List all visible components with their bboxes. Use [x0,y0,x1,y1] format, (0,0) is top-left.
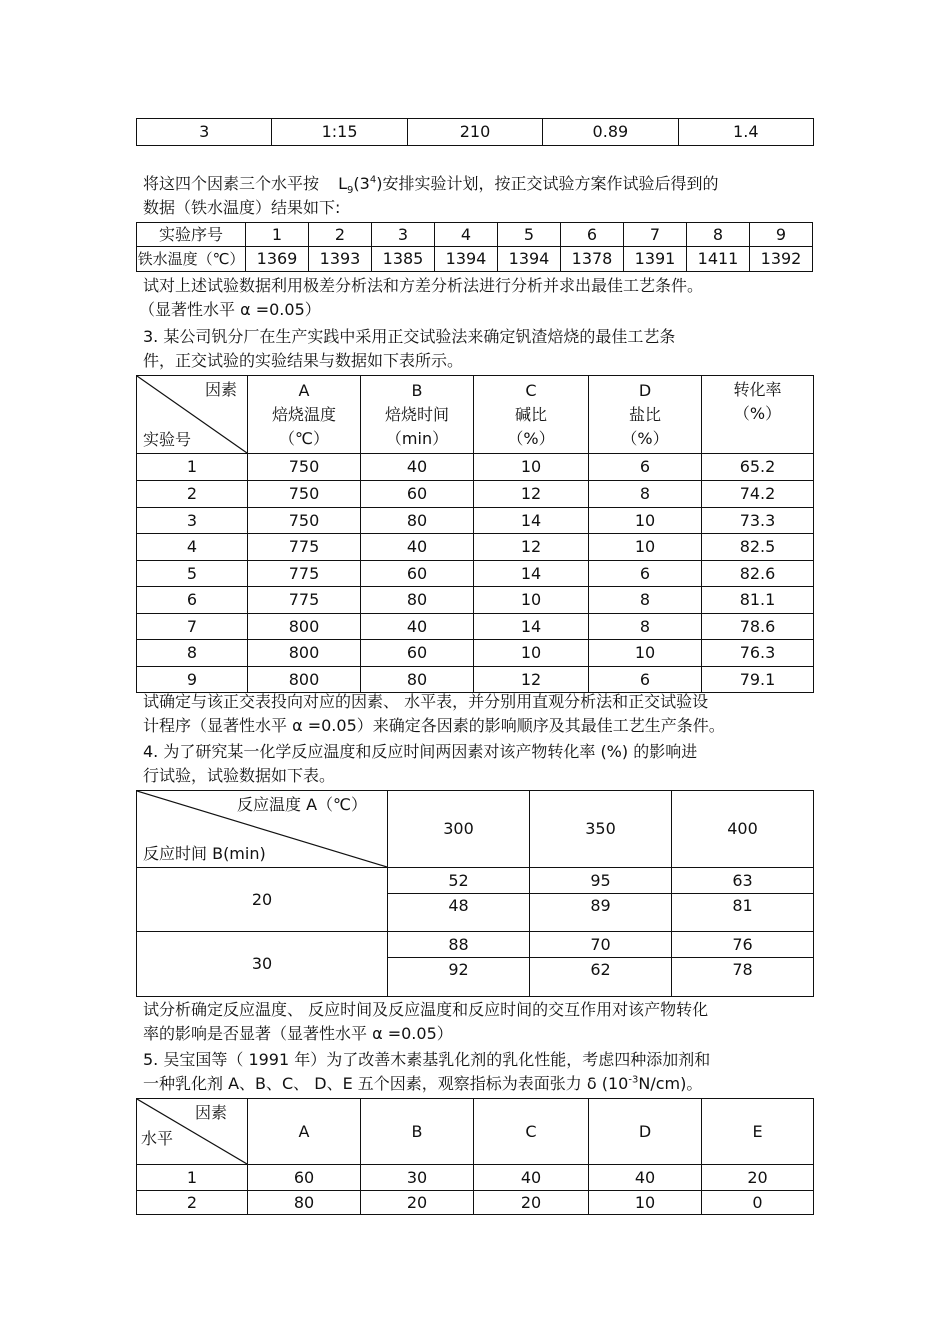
table-cell: 10 [589,534,702,561]
paragraph-range-analysis [139,274,823,322]
table-cell: 10 [474,454,589,481]
table-cell: 1394 [498,247,561,272]
paragraph-interaction-analysis [143,998,823,1046]
table-cell: 4 [137,534,248,561]
header-cell: 300 [388,791,530,868]
table-cell: 20 [474,1191,589,1215]
diagonal-header-cell [137,1099,248,1165]
table-cell: 1385 [372,247,435,272]
table-cell: 800 [248,666,361,693]
table-row [137,223,813,247]
table-row [137,119,814,146]
table-cell: 1392 [750,247,813,272]
table-cell: 1369 [246,247,309,272]
paragraph-problem-5 [143,1048,823,1096]
table-cell: 6 [589,666,702,693]
text: 4 [369,174,377,186]
table-cell: 12 [474,534,589,561]
table-cell: 实验序号 [137,223,246,247]
header-cell-d: D 盐比 （%） [589,376,702,454]
header-cell: B [361,1099,474,1165]
table-cell: 80 [361,587,474,614]
table-cell: 3 [137,119,272,146]
time-cell: 20 [137,868,388,932]
table-cell: 1.4 [678,119,813,146]
paragraph-l9-plan [143,172,823,220]
table-cell: 210 [407,119,542,146]
text: 试分析确定反应温度、 反应时间及反应温度和反应时间的交互作用对该产物转化 [143,1000,709,1019]
text: （显著性水平 α =0.05） [139,300,321,319]
table-cell: 1 [246,223,309,247]
table-cell: 750 [248,454,361,481]
text: (3 [353,174,370,193]
table-row [137,932,814,958]
header-cell: C [474,1099,589,1165]
emulsifier-table [136,1098,814,1215]
table-cell: 9 [750,223,813,247]
table-cell: 8 [137,640,248,667]
text: )安排实验计划，按正交试验方案作试验后得到的 [376,174,719,193]
table-cell: 89 [530,894,672,932]
table-cell: 1394 [435,247,498,272]
table-cell: 750 [248,507,361,534]
header-cell: 350 [530,791,672,868]
table-cell: 14 [474,507,589,534]
table-cell: 2 [309,223,372,247]
table-row [137,587,814,614]
table-cell: 20 [361,1191,474,1215]
table-row [137,534,814,561]
text: -3 [628,1074,639,1086]
table-cell: 48 [388,894,530,932]
table-cell: 5 [498,223,561,247]
table-cell: 52 [388,868,530,894]
table-row [137,666,814,693]
paragraph-determine-factors [143,690,823,738]
table-cell: 1391 [624,247,687,272]
table-row [137,1191,814,1215]
table-cell: 2 [137,1191,248,1215]
text: 率的影响是否显著（显著性水平 α =0.05） [143,1024,453,1043]
table-row [137,613,814,640]
table-cell: 10 [589,640,702,667]
table-row [137,247,813,272]
header-cell-rate: 转化率 （%） [702,376,814,454]
table-cell: 2 [137,481,248,508]
table-cell: 775 [248,560,361,587]
table-cell: 73.3 [702,507,814,534]
table-cell: 40 [589,1165,702,1191]
text: N/cm)。 [638,1074,703,1093]
table-cell: 79.1 [702,666,814,693]
table-row [137,507,814,534]
iron-temp-table [136,222,813,272]
table-cell: 10 [589,507,702,534]
table-cell: 14 [474,613,589,640]
table-cell: 10 [589,1191,702,1215]
table-cell: 10 [474,587,589,614]
text: 一种乳化剂 A、B、C、 D、E 五个因素，观察指标为表面张力 δ (10 [143,1074,629,1093]
table-body [137,454,814,693]
table-row [137,560,814,587]
table-header-row [137,1099,814,1165]
table-cell: 82.5 [702,534,814,561]
text: 3. 某公司钒分厂在生产实践中采用正交试验法来确定钒渣焙烧的最佳工艺条 [143,327,676,346]
corner-label-bottom: 实验号 [143,429,192,449]
table-cell: 1378 [561,247,624,272]
table-cell: 60 [361,481,474,508]
table-cell: 14 [474,560,589,587]
text: 计程序（显著性水平 α =0.05）来确定各因素的影响顺序及其最佳工艺生产条件。 [143,716,725,735]
diagonal-header-cell [137,791,388,868]
table-cell: 6 [561,223,624,247]
table-cell: 63 [672,868,814,894]
table-cell: 40 [361,454,474,481]
table-cell: 88 [388,932,530,958]
corner-label-top: 因素 [194,1103,227,1122]
text: 件，正交试验的实验结果与数据如下表所示。 [143,351,464,370]
header-cell: E [702,1099,814,1165]
header-cell-b: B 焙烧时间 （min） [361,376,474,454]
table-cell: 3 [372,223,435,247]
roasting-table [136,375,814,693]
text: 将这四个因素三个水平按 [143,174,320,193]
table-cell: 80 [361,507,474,534]
table-cell: 81.1 [702,587,814,614]
table-cell: 60 [361,560,474,587]
header-cell: 400 [672,791,814,868]
table-cell: 0 [702,1191,814,1215]
table-cell: 60 [361,640,474,667]
table-cell: 10 [474,640,589,667]
table-cell: 76 [672,932,814,958]
table-row [137,454,814,481]
text: 行试验，试验数据如下表。 [143,766,336,785]
table-cell: 65.2 [702,454,814,481]
table-cell: 81 [672,894,814,932]
table-cell: 80 [248,1191,361,1215]
table-cell: 74.2 [702,481,814,508]
table-cell: 78 [672,958,814,997]
table-cell: 8 [589,587,702,614]
table-cell: 3 [137,507,248,534]
table-row [137,481,814,508]
table-cell: 1 [137,454,248,481]
table-cell: 800 [248,640,361,667]
text: 4. 为了研究某一化学反应温度和反应时间两因素对该产物转化率 (%) 的影响进 [143,742,698,761]
table-cell: 80 [361,666,474,693]
time-cell: 30 [137,932,388,997]
table-cell: 800 [248,613,361,640]
table-cell: 8 [687,223,750,247]
table-cell: 12 [474,666,589,693]
table-cell: 40 [474,1165,589,1191]
text: L [338,174,348,193]
table-cell: 30 [361,1165,474,1191]
diagonal-header-cell [137,376,248,454]
header-cell-c: C 碱比 （%） [474,376,589,454]
corner-label-top: 因素 [204,380,237,399]
table-cell: 1 [137,1165,248,1191]
text: 数据（铁水温度）结果如下: [143,198,341,217]
table-cell: 7 [624,223,687,247]
top-table [136,118,814,146]
text: 试确定与该正交表投向对应的因素、 水平表，并分别用直观分析法和正交试验设 [143,692,709,711]
table-header-row [137,791,814,868]
table-cell: 60 [248,1165,361,1191]
text: 9 [347,185,354,197]
table-cell: 76.3 [702,640,814,667]
table-cell: 92 [388,958,530,997]
table-cell: 铁水温度（℃） [137,247,246,272]
table-cell: 40 [361,613,474,640]
table-cell: 82.6 [702,560,814,587]
header-cell: A [248,1099,361,1165]
table-cell: 4 [435,223,498,247]
table-cell: 1:15 [272,119,407,146]
table-cell: 95 [530,868,672,894]
table-cell: 750 [248,481,361,508]
table-cell: 12 [474,481,589,508]
text: 试对上述试验数据利用极差分析法和方差分析法进行分析并求出最佳工艺条件。 [143,276,704,295]
corner-label-bottom: 水平 [141,1129,174,1148]
table-row [137,1165,814,1191]
table-cell: 775 [248,587,361,614]
header-cell-a: A 焙烧温度 （℃） [248,376,361,454]
corner-label-top: 反应温度 A（℃） [236,795,367,814]
corner-label-bottom: 反应时间 B(min) [143,843,266,863]
header-cell: D [589,1099,702,1165]
table-cell: 20 [702,1165,814,1191]
table-cell: 1411 [687,247,750,272]
table-cell: 40 [361,534,474,561]
table-row [137,868,814,894]
table-cell: 70 [530,932,672,958]
table-cell: 6 [589,560,702,587]
table-cell: 7 [137,613,248,640]
table-cell: 9 [137,666,248,693]
table-cell: 78.6 [702,613,814,640]
table-cell: 8 [589,481,702,508]
table-cell: 8 [589,613,702,640]
paragraph-problem-4 [143,740,823,788]
table-row [137,640,814,667]
table-cell: 6 [137,587,248,614]
table-cell: 62 [530,958,672,997]
table-cell: 775 [248,534,361,561]
reaction-table [136,790,814,997]
table-cell: 6 [589,454,702,481]
table-header-row [137,376,814,454]
table-cell: 1393 [309,247,372,272]
paragraph-problem-3 [143,325,823,373]
table-cell: 0.89 [543,119,678,146]
text: 5. 吴宝国等（ 1991 年）为了改善木素基乳化剂的乳化性能，考虑四种添加剂和 [143,1050,711,1069]
table-cell: 5 [137,560,248,587]
